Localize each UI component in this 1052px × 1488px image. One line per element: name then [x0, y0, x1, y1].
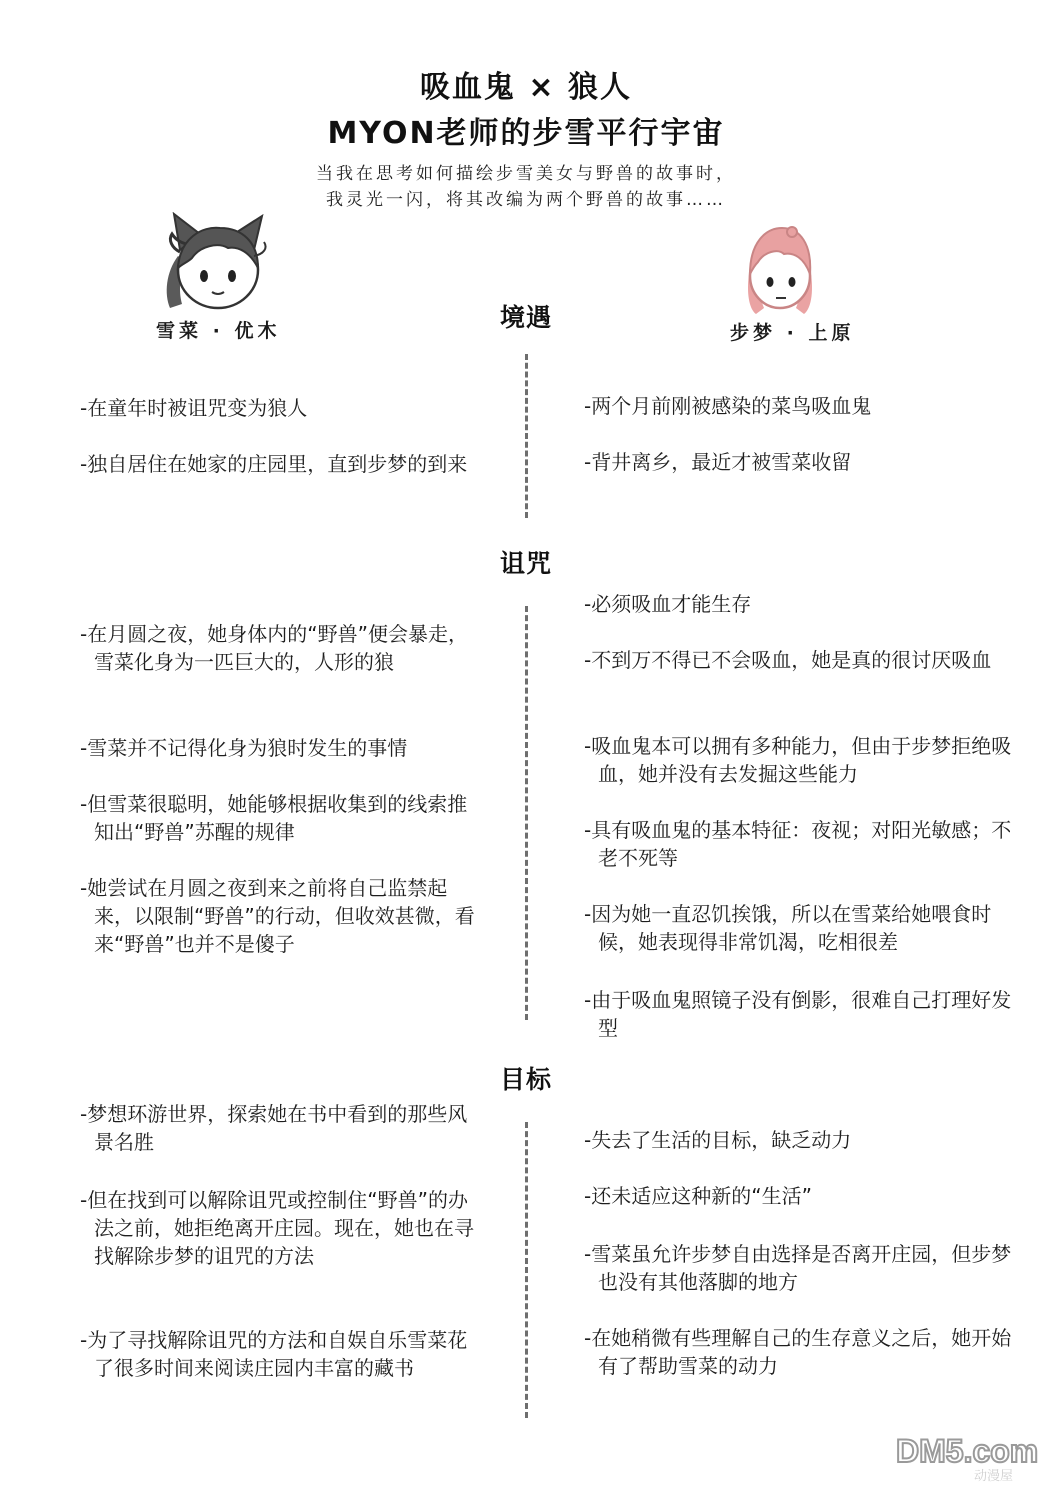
section-title-goal: 目标 [499, 1065, 552, 1094]
curse-right-item: -必须吸血才能生存 [584, 592, 752, 616]
section-divider [525, 606, 528, 1020]
curse-right-item: -由于吸血鬼照镜子没有倒影，很难自己打理好发型 [584, 988, 1012, 1040]
intro-line-2: 我灵光一闪，将其改编为两个野兽的故事…… [326, 190, 726, 210]
situation-right-item: -两个月前刚被感染的菜鸟吸血鬼 [584, 394, 872, 418]
situation-right-item: -背井离乡，最近才被雪菜收留 [584, 450, 852, 474]
section-divider [525, 354, 528, 518]
goal-left-item: -但在找到可以解除诅咒或控制住“野兽”的办法之前，她拒绝离开庄园。现在，她也在寻找解除步梦的诅咒的方法 [80, 1188, 474, 1268]
situation-left-item: -在童年时被诅咒变为狼人 [80, 396, 308, 420]
goal-right-item: -雪菜虽允许步梦自由选择是否离开庄园，但步梦也没有其他落脚的地方 [584, 1242, 1012, 1294]
section-divider [525, 1122, 528, 1418]
curse-left-item: -但雪菜很聪明，她能够根据收集到的线索推知出“野兽”苏醒的规律 [80, 792, 468, 844]
curse-right-item: -不到万不得已不会吸血，她是真的很讨厌吸血 [584, 648, 992, 672]
logo-subtext: 动漫屋 [974, 1469, 1014, 1484]
page-title: 吸血鬼 × 狼人 [419, 70, 633, 105]
curse-right-item: -因为她一直忍饥挨饿，所以在雪菜给她喂食时候，她表现得非常饥渴，吃相很差 [584, 902, 992, 954]
situation-left-item: -独自居住在她家的庄园里，直到步梦的到来 [80, 452, 468, 476]
curse-left-item: -她尝试在月圆之夜到来之前将自己监禁起来，以限制“野兽”的行动，但收效甚微，看来“野兽”也并不是傻子 [80, 876, 475, 956]
page-subtitle: MYON老师的步雪平行宇宙 [327, 116, 725, 151]
goal-right-item: -在她稍微有些理解自己的生存意义之后，她开始有了帮助雪菜的动力 [584, 1326, 1012, 1378]
curse-left-item: -在月圆之夜，她身体内的“野兽”便会暴走，雪菜化身为一匹巨大的，人形的狼 [80, 622, 468, 674]
logo-text: DM5.com [896, 1433, 1039, 1469]
character-name-right: 步梦 · 上原 [730, 322, 855, 344]
curse-left-item: -雪菜并不记得化身为狼时发生的事情 [80, 736, 408, 760]
goal-right-item: -失去了生活的目标，缺乏动力 [584, 1128, 852, 1152]
goal-left-item: -梦想环游世界，探索她在书中看到的那些风景名胜 [80, 1102, 468, 1154]
goal-left-item: -为了寻找解除诅咒的方法和自娱自乐雪菜花了很多时间来阅读庄园内丰富的藏书 [80, 1328, 468, 1380]
section-title-curse: 诅咒 [499, 549, 552, 578]
section-title-situation: 境遇 [499, 303, 552, 332]
character-name-left: 雪菜 · 优木 [156, 320, 281, 342]
dm5-logo-icon [894, 1428, 1044, 1484]
intro-line-1: 当我在思考如何描绘步雪美女与野兽的故事时， [316, 164, 736, 184]
goal-right-item: -还未适应这种新的“生活” [584, 1184, 812, 1208]
curse-right-item: -吸血鬼本可以拥有多种能力，但由于步梦拒绝吸血，她并没有去发掘这些能力 [584, 734, 1012, 786]
curse-right-item: -具有吸血鬼的基本特征：夜视；对阳光敏感；不老不死等 [584, 818, 1012, 870]
